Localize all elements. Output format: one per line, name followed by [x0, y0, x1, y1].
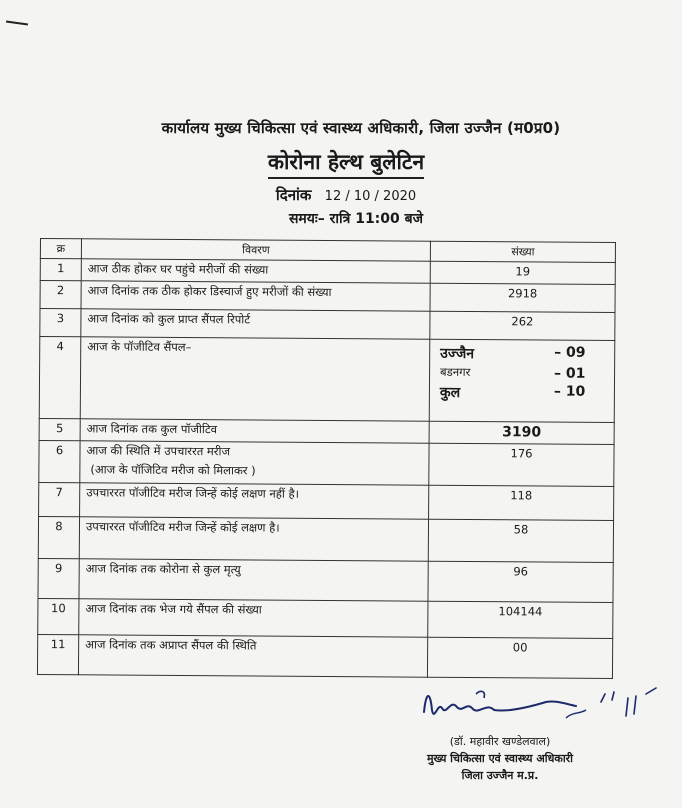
positive-place: बडनगर	[440, 364, 471, 380]
table-row	[38, 516, 613, 562]
row-desc: आज ठीक होकर घर पहुंचे मरीजों की संख्या	[81, 259, 430, 283]
row-sn: 8	[38, 516, 79, 558]
row-sn: 4	[39, 337, 81, 419]
handwritten-signature	[416, 672, 676, 732]
positive-count: – 01	[554, 365, 586, 382]
row-value: 00	[427, 637, 612, 678]
corner-pen-mark	[6, 20, 28, 25]
table-row	[38, 558, 613, 602]
row-value: 176	[429, 443, 614, 486]
time-label: समयः–	[288, 211, 325, 227]
row-desc: आज दिनांक तक ठीक होकर डिस्चार्ज हुए मरीजों की संख्या	[81, 281, 430, 311]
positive-place: कुल	[439, 384, 461, 401]
table-row	[40, 309, 615, 341]
row-value: 2918	[430, 283, 615, 312]
table-row	[39, 337, 615, 423]
row-desc	[80, 441, 429, 485]
row-value: 118	[429, 485, 614, 520]
row-desc-line1: आज की स्थिति में उपचाररत मरीज	[86, 443, 231, 459]
header-desc: विवरण	[81, 239, 430, 261]
row-value: 96	[428, 561, 613, 602]
table-row	[39, 440, 614, 486]
row-sn: 5	[39, 418, 80, 440]
header-sn: क्र	[40, 239, 81, 259]
row-value: 262	[430, 311, 615, 340]
table-row	[38, 598, 613, 638]
row-sn: 9	[38, 558, 79, 598]
positive-place: उज्जैन	[440, 345, 475, 363]
row-value: 104144	[428, 601, 613, 638]
bulletin-title: कोरोना हेल्थ बुलेटिन	[268, 148, 424, 179]
time-line	[30, 209, 682, 228]
positive-breakdown	[429, 339, 615, 422]
positive-row-badnagar	[436, 365, 608, 382]
row-value: 3190	[429, 421, 614, 444]
row-desc: आज दिनांक तक भेज गये सैंपल की संख्या	[79, 599, 428, 637]
time-value: रात्रि 11:00 बजे	[329, 211, 424, 227]
row-sn: 1	[40, 259, 81, 281]
date-line	[10, 185, 682, 205]
signer-designation: मुख्य चिकित्सा एवं स्वास्थ्य अधिकारी	[426, 752, 574, 765]
row-desc: आज दिनांक को कुल प्राप्त सैंपल रिपोर्ट	[81, 309, 430, 339]
row-desc: आज के पॉजीटिव सैंपल–	[80, 337, 430, 421]
row-desc: आज दिनांक तक कुल पॉजीटिव	[80, 419, 429, 443]
row-sn: 10	[38, 598, 79, 634]
office-name: कार्यालय मुख्य चिकित्सा एवं स्वास्थ्य अधिकारी, जिला उज्जैन (म0प्र0)	[161, 119, 561, 137]
row-sn: 6	[39, 440, 80, 482]
signer-name: (डॉ. महावीर खण्डेलवाल)	[449, 735, 551, 748]
row-value: 19	[430, 261, 615, 284]
row-desc: उपचाररत पॉजीटिव मरीज जिन्हें कोई लक्षण है।	[79, 517, 428, 561]
bulletin-table	[37, 238, 616, 679]
positive-row-ujjain	[436, 344, 608, 364]
row-sn: 7	[39, 482, 80, 516]
bulletin-header	[0, 118, 682, 228]
signer-district: जिला उज्जैन म.प्र.	[461, 769, 539, 782]
table-row	[40, 281, 615, 313]
row-value: 58	[428, 519, 613, 562]
header-count: संख्या	[430, 241, 615, 262]
signer-block	[395, 733, 605, 784]
row-desc: आज दिनांक तक कोरोना से कुल मृत्यु	[79, 559, 428, 601]
row-sn: 11	[37, 634, 78, 674]
row-sn: 2	[40, 281, 81, 309]
positive-row-total	[436, 383, 608, 403]
row-desc: उपचाररत पॉजीटिव मरीज जिन्हें कोई लक्षण नहीं है।	[80, 483, 429, 519]
row-sn: 3	[40, 309, 81, 337]
date-label: दिनांक	[275, 186, 312, 204]
row-desc: आज दिनांक तक अप्राप्त सैंपल की स्थिति	[78, 635, 427, 677]
date-value: 12 / 10 / 2020	[324, 189, 417, 204]
row-desc-line2: (आज के पॉजिटिव मरीज को मिलाकर )	[90, 462, 256, 478]
table-row	[39, 482, 614, 520]
positive-count: – 10	[553, 383, 586, 400]
positive-count: – 09	[554, 344, 586, 361]
